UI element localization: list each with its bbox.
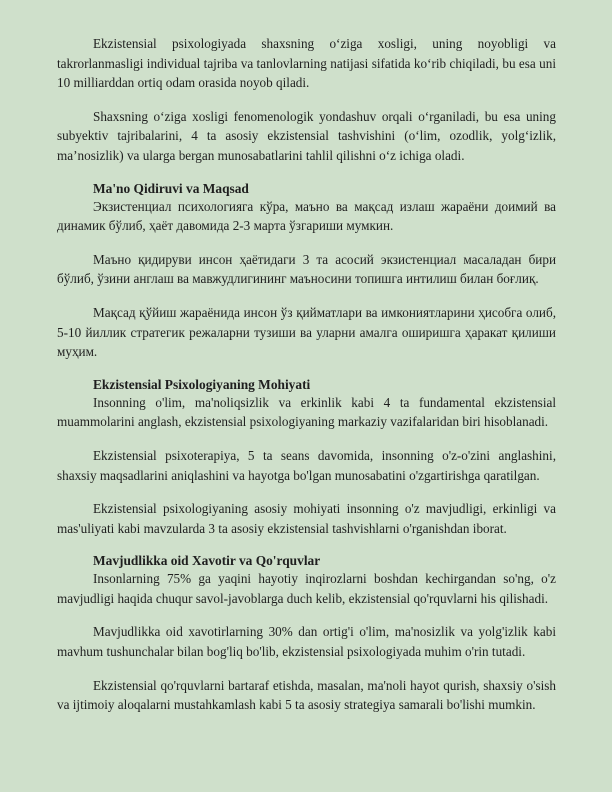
paragraph: Ekzistensial psixologiyaning asosiy mohiyati insonning o'z mavjudligi, erkinligi va mas'uliyati kabi mavzularda 3 ta asosiy ekzistensial tashvishlarni o'rganishdan iborat.	[57, 501, 556, 536]
paragraph: Экзистенциал психологияга кўра, маъно ва мақсад излаш жараёни доимий ва динамик бўлиб, ҳаёт давомида 2-3 марта ўзгариши мумкин.	[57, 198, 556, 234]
paragraph: Ekzistensial psixologiyada shaxsning o‘ziga xosligi, uning noyobligi va takrorlanmasligi individual tajriba va tanlovlarning natijasi sifatida ko‘rib chiqiladi, bu esa uni 10 milliarddan ortiq odam orasida noyob qiladi.	[57, 36, 556, 91]
section-heading: Ekzistensial Psixologiyaning Mohiyati	[93, 376, 311, 392]
paragraph: Insonning o'lim, ma'noliqsizlik va erkinlik kabi 4 ta fundamental ekzistensial muammolarini anglash, ekzistensial psixologiyaning markaziy vazifalaridan biri hisoblanadi.	[57, 394, 556, 430]
paragraph: Маъно қидируви инсон ҳаётидаги 3 та асосий экзистенциал масаладан бири бўлиб, ўзини англаш ва мавжудлигининг маъносини топишга интилиш билан боғлиқ.	[57, 251, 556, 287]
paragraph: Мақсад қўйиш жараёнида инсон ўз қийматлари ва имкониятларини ҳисобга олиб, 5-10 йиллик стратегик режаларни тузиши ва уларни амалга оширишга ҳаракат қилиши муҳим.	[57, 304, 556, 360]
paragraph: Ekzistensial psixoterapiya, 5 ta seans davomida, insonning o'z-o'zini anglashini, shaxsiy maqsadlarini aniqlashini va hayotga bo'lgan munosabatini o'zgartirishga qaratilgan.	[57, 447, 556, 483]
paragraph: Ekzistensial qo'rquvlarni bartaraf etishda, masalan, ma'noli hayot qurish, shaxsiy o'sish va ijtimoiy aloqalarni mustahkamlash kabi 5 ta asosiy strategiya samarali bo'lishi mumkin.	[57, 677, 556, 713]
document-body	[57, 34, 556, 715]
paragraph: Insonlarning 75% ga yaqini hayotiy inqirozlarni boshdan kechirgandan so'ng, o'z mavjudligi haqida chuqur savol-javoblarga duch kelib, ekzistensial qo'rquvlarni his qilishadi.	[57, 571, 556, 606]
section-heading: Ma'no Qidiruvi va Maqsad	[93, 180, 249, 196]
paragraph: Shaxsning o‘ziga xosligi fenomenologik yondashuv orqali o‘rganiladi, bu esa uning subyektiv tajribalarini, 4 ta asosiy ekzistensial tashvishini (o‘lim, ozodlik, yolg‘izlik, ma’nosizlik) va ularga bergan munosabatlarini tahlil qilishni o‘z ichiga oladi.	[57, 108, 556, 163]
section-heading: Mavjudlikka oid Xavotir va Qo'rquvlar	[93, 553, 321, 569]
paragraph: Mavjudlikka oid xavotirlarning 30% dan ortig'i o'lim, ma'nosizlik va yolg'izlik kabi mavhum tushunchalar bilan bog'liq bo'lib, ekzistensial psixologiyada muhim o'rin tutadi.	[57, 624, 556, 660]
